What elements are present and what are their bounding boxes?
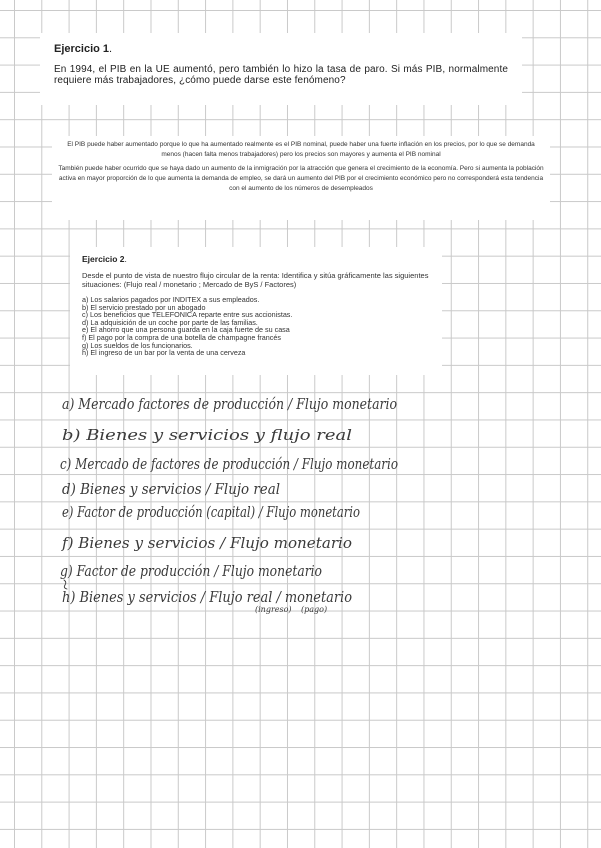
handwritten-answer-b: b) Bienes y servicios y flujo real <box>62 428 353 444</box>
exercise-1-title-period: . <box>109 43 113 55</box>
exercise-2-item-e: e) El ahorro que una persona guarda en la caja fuerte de su casa <box>82 325 290 335</box>
handwritten-answer-a: a) Mercado factores de producción / Flujo monetario <box>62 397 398 413</box>
handwritten-answer-d: d) Bienes y servicios / Flujo real <box>62 482 281 498</box>
answer-paragraph-2: También puede haber ocurrido que se haya dado un aumento de la inmigración por la atracción que genera el crecimiento de la economía. Pero si aumenta la población activa en mayor proporción de lo que aumenta la demanda de empleo, se dará un aumento del PIB por el crecimiento económico pero no corresponderá esta tendencia con el aumento de los números de desempleados <box>58 165 544 192</box>
handwritten-answer-c: c) Mercado de factores de producción / Flujo monetario <box>60 457 399 473</box>
exercise-2-title-period: . <box>124 254 127 264</box>
exercise-2-item-f: f) El pago por la compra de una botella de champagne francés <box>82 332 281 342</box>
handwritten-g-mark <box>64 580 67 589</box>
handwritten-answer-g: g) Factor de producción / Flujo monetario <box>60 564 323 580</box>
exercise-2-item-d: d) La adquisición de un coche por parte de las familias. <box>82 317 258 327</box>
exercise-2-item-b: b) El servicio prestado por un abogado <box>82 302 206 312</box>
handwritten-answer-f: f) Bienes y servicios / Flujo monetario <box>60 536 353 552</box>
exercise-2-title: Ejercicio 2. <box>82 254 127 264</box>
handwritten-answer-h: h) Bienes y servicios / Flujo real / monetario <box>62 590 353 606</box>
exercise-1-title: Ejercicio 1. <box>54 43 113 55</box>
exercise-2-item-c: c) Los beneficios que TELEFONICA reparte entre sus accionistas. <box>82 310 293 320</box>
handwritten-h-note-ingreso: (ingreso) <box>255 605 292 614</box>
exercise-2-intro: Desde el punto de vista de nuestro flujo circular de la renta: Identifica y sitúa gráficamente las siguientes situaciones: (Flujo real / monetario ; Mercado de ByS / Factores) <box>82 271 429 289</box>
exercise-2-item-h: h) El ingreso de un bar por la venta de una cerveza <box>82 348 246 358</box>
exercise-2-item-g: g) Los sueldos de los funcionarios. <box>82 340 193 350</box>
handwritten-answer-e: e) Factor de producción (capital) / Flujo monetario <box>62 505 361 521</box>
handwritten-h-note-pago: (pago) <box>301 605 328 614</box>
exercise-2-item-a: a) Los salarios pagados por INDITEX a sus empleados. <box>82 295 260 304</box>
exercise-1-question: En 1994, el PIB en la UE aumentó, pero también lo hizo la tasa de paro. Si más PIB, normalmente requiere más trabajadores, ¿cómo puede darse este fenómeno? <box>54 64 508 86</box>
answer-paragraph-1: El PIB puede haber aumentado porque lo que ha aumentado realmente es el PIB nominal, puede haber una fuerte inflación en los precios, por lo que se demanda menos (hacen falta menos trabajadores) pero los precios son mayores y aumenta el PIB nominal <box>67 141 535 158</box>
